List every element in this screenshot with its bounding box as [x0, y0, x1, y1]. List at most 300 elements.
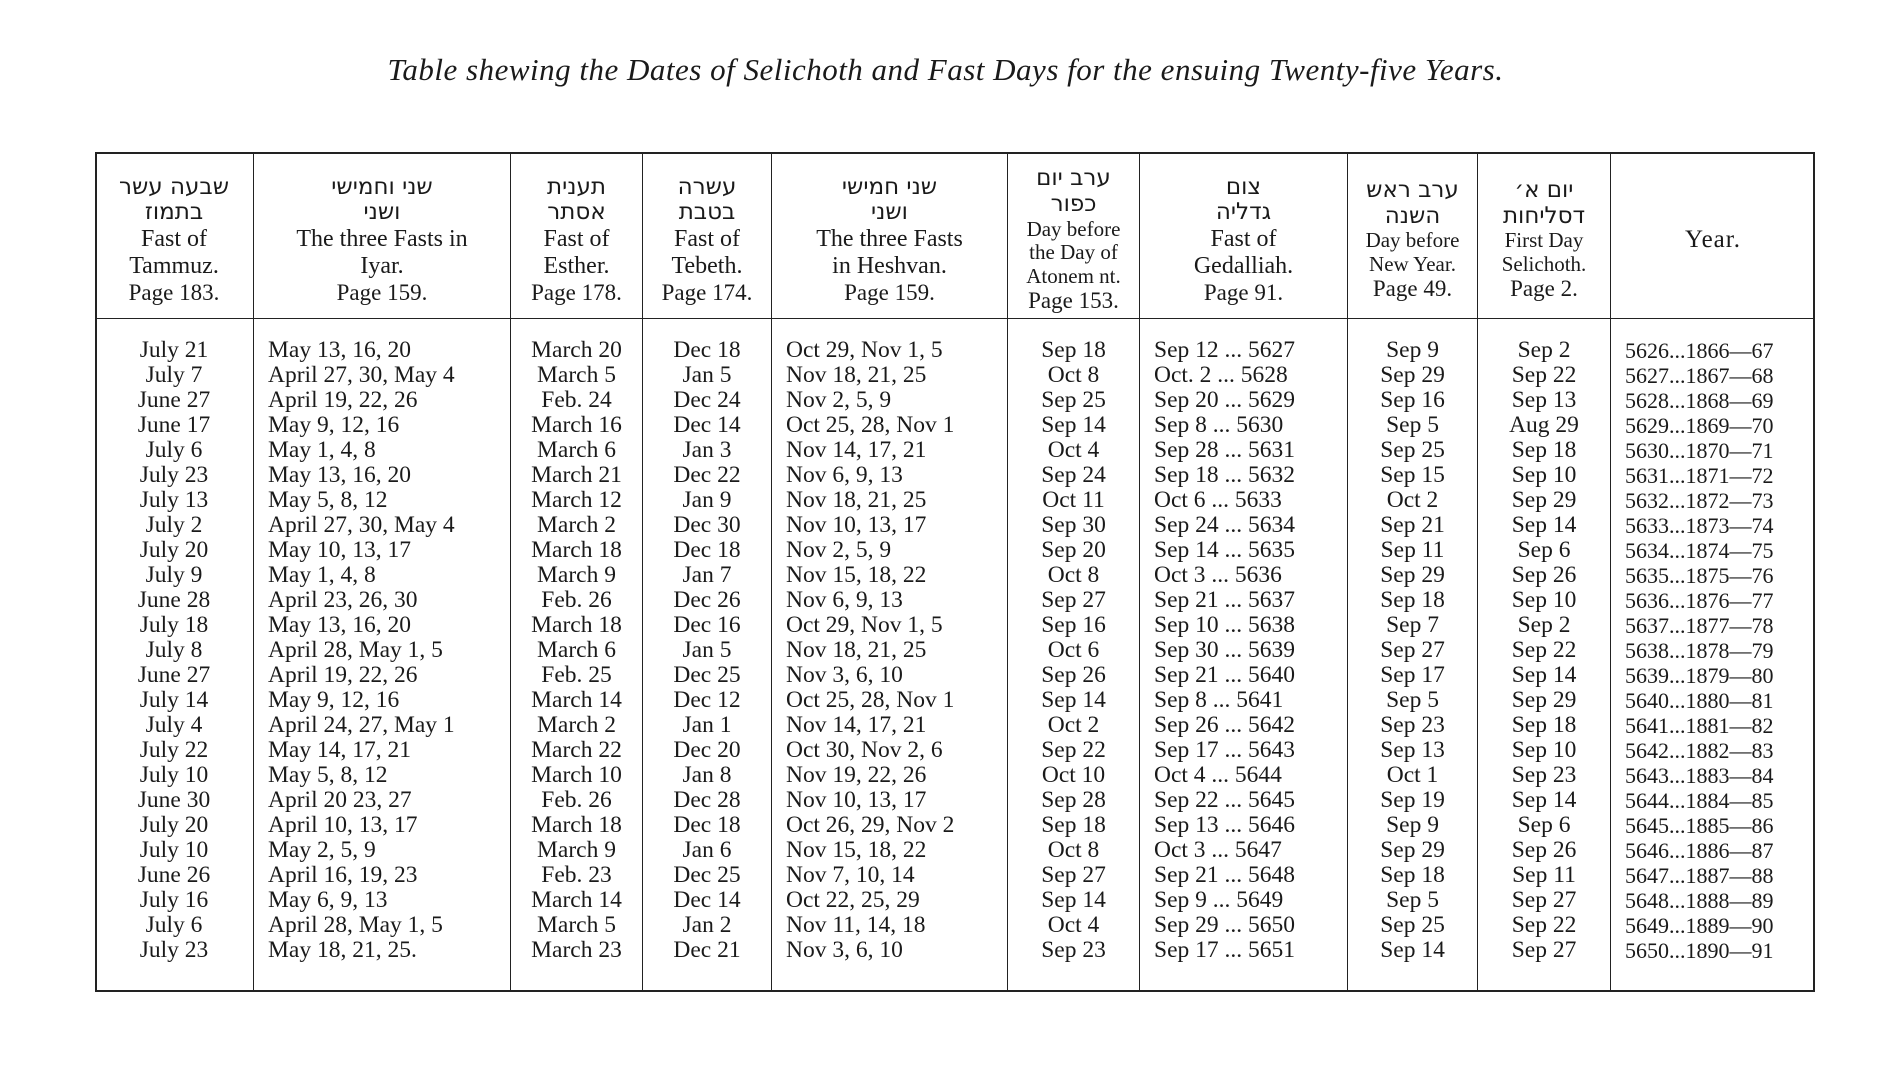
table-cell: Sep 24 — [1041, 462, 1106, 488]
english-heading: First Day — [1504, 228, 1584, 253]
table-cell: March 23 — [531, 937, 622, 963]
table-cell: Sep 6 — [1517, 812, 1571, 838]
table-cell: Feb. 24 — [541, 387, 612, 413]
table-cell: May 10, 13, 17 — [268, 537, 411, 563]
table-cell: Oct 4 — [1047, 437, 1100, 463]
hebrew-heading: אסתר — [547, 199, 606, 226]
table-cell: Oct 8 — [1047, 837, 1100, 863]
table-cell: Oct 29, Nov 1, 5 — [786, 612, 943, 638]
table-cell: Sep 24 ... 5634 — [1154, 512, 1295, 538]
table-cell: Oct 26, 29, Nov 2 — [786, 812, 955, 838]
table-cell: Sep 14 — [1041, 412, 1106, 438]
table-cell: Sep 30 — [1041, 512, 1106, 538]
table-cell: Oct. 2 ... 5628 — [1154, 362, 1288, 388]
column-esther — [510, 152, 642, 992]
table-cell: Sep 10 — [1511, 737, 1577, 763]
table-cell: Sep 21 ... 5637 — [1154, 587, 1295, 613]
table-cell: July 6 — [145, 437, 203, 463]
table-cell: Dec 14 — [673, 887, 741, 913]
table-cell: Dec 22 — [673, 462, 741, 488]
table-cell: Sep 19 — [1380, 787, 1445, 813]
table-cell: 5647...1887—88 — [1625, 863, 1774, 888]
table-cell: Dec 26 — [673, 587, 741, 613]
table-cell: Sep 2 — [1517, 337, 1571, 363]
table-cell: Sep 29 — [1380, 562, 1445, 588]
table-cell: Sep 22 — [1511, 912, 1577, 938]
table-cell: Sep 13 — [1511, 387, 1577, 413]
column-values — [643, 338, 771, 963]
table-cell: 5642...1882—83 — [1625, 738, 1774, 763]
page-reference: Page 159. — [844, 279, 935, 305]
column-header — [1611, 162, 1815, 318]
table-cell: April 27, 30, May 4 — [268, 362, 455, 388]
table-cell: Sep 11 — [1380, 537, 1445, 563]
table-cell: Sep 9 ... 5649 — [1154, 887, 1284, 913]
column-header — [1348, 162, 1477, 318]
table-cell: Dec 18 — [673, 337, 741, 363]
table-cell: Oct 10 — [1041, 762, 1106, 788]
hebrew-heading: דסליחות — [1502, 202, 1586, 229]
year-heading: Year. — [1685, 226, 1741, 253]
table-cell: Sep 10 — [1511, 587, 1577, 613]
table-cell: May 9, 12, 16 — [268, 412, 400, 438]
table-cell: June 26 — [137, 862, 211, 888]
table-cell: Feb. 26 — [541, 587, 612, 613]
table-cell: May 13, 16, 20 — [268, 612, 411, 638]
column-erev-rosh-hashanah — [1347, 152, 1477, 992]
table-cell: Sep 2 — [1517, 612, 1571, 638]
table-cell: July 6 — [145, 912, 203, 938]
column-header — [511, 162, 642, 318]
table-cell: June 27 — [137, 387, 211, 413]
table-cell: Sep 17 ... 5643 — [1154, 737, 1295, 763]
column-values — [254, 338, 510, 963]
table-cell: 5638...1878—79 — [1625, 638, 1774, 663]
table-cell: Nov 15, 18, 22 — [786, 562, 927, 588]
table-cell: Sep 6 — [1517, 537, 1571, 563]
table-cell: March 5 — [537, 362, 616, 388]
hebrew-heading: ושני — [363, 199, 401, 226]
table-cell: Sep 26 — [1041, 662, 1106, 688]
table-cell: May 5, 8, 12 — [268, 487, 388, 513]
hebrew-heading: השנה — [1384, 202, 1441, 229]
table-cell: 5634...1874—75 — [1625, 538, 1774, 563]
table-cell: Sep 28 — [1041, 787, 1106, 813]
table-cell: July 10 — [139, 762, 209, 788]
table-cell: Jan 2 — [682, 912, 732, 938]
table-cell: May 13, 16, 20 — [268, 462, 411, 488]
table-cell: March 18 — [531, 612, 622, 638]
table-cell: March 2 — [537, 512, 616, 538]
english-heading: Fast of — [1210, 226, 1277, 252]
table-cell: Sep 23 — [1380, 712, 1445, 738]
table-cell: Sep 13 — [1380, 737, 1445, 763]
table-cell: Dec 18 — [673, 537, 741, 563]
table-cell: Oct 25, 28, Nov 1 — [786, 412, 955, 438]
hebrew-heading: שבעה עשר — [118, 173, 229, 200]
table-cell: Sep 16 — [1041, 612, 1106, 638]
column-header — [643, 162, 771, 318]
table-cell: May 6, 9, 13 — [268, 887, 388, 913]
hebrew-heading: עשרה — [677, 173, 737, 200]
table-cell: June 27 — [137, 662, 211, 688]
table-cell: May 13, 16, 20 — [268, 337, 411, 363]
table-cell: Sep 17 — [1380, 662, 1445, 688]
table-cell: April 10, 13, 17 — [268, 812, 418, 838]
table-cell: 5644...1884—85 — [1625, 788, 1774, 813]
table-cell: Nov 18, 21, 25 — [786, 487, 927, 513]
table-cell: March 20 — [531, 337, 622, 363]
english-heading: Fast of — [543, 226, 610, 252]
table-cell: Nov 11, 14, 18 — [786, 912, 926, 938]
table-cell: Jan 9 — [682, 487, 732, 513]
table-cell: Sep 23 — [1041, 937, 1106, 963]
table-cell: May 2, 5, 9 — [268, 837, 376, 863]
table-cell: Oct 8 — [1047, 362, 1100, 388]
table-cell: May 9, 12, 16 — [268, 687, 400, 713]
column-header — [772, 162, 1007, 318]
table-cell: March 6 — [537, 637, 616, 663]
column-gedalliah — [1139, 152, 1347, 992]
table-cell: Sep 18 ... 5632 — [1154, 462, 1295, 488]
table-cell: Nov 7, 10, 14 — [786, 862, 915, 888]
english-heading: Fast of — [141, 226, 207, 252]
page-reference: Page 159. — [336, 279, 428, 305]
table-cell: Dec 25 — [673, 862, 741, 888]
table-cell: Nov 2, 5, 9 — [786, 387, 892, 413]
table-cell: Dec 25 — [673, 662, 741, 688]
table-cell: July 20 — [139, 537, 209, 563]
table-cell: April 27, 30, May 4 — [268, 512, 455, 538]
table-cell: 5648...1888—89 — [1625, 888, 1774, 913]
hebrew-heading: גדליה — [1215, 199, 1272, 226]
table-cell: Nov 3, 6, 10 — [786, 662, 903, 688]
table-cell: March 18 — [531, 812, 622, 838]
table-cell: Nov 6, 9, 13 — [786, 462, 903, 488]
table-cell: Sep 10 ... 5638 — [1154, 612, 1295, 638]
english-heading: the Day of — [1029, 240, 1118, 265]
english-heading: Selichoth. — [1501, 251, 1587, 276]
table-cell: Sep 18 — [1511, 437, 1577, 463]
english-heading: The three Fasts in — [296, 226, 468, 252]
table-cell: Sep 25 — [1380, 912, 1445, 938]
table-cell: Sep 21 — [1380, 512, 1445, 538]
table-cell: Sep 16 — [1380, 387, 1445, 413]
table-cell: Sep 23 — [1511, 762, 1577, 788]
table-cell: July 10 — [139, 837, 209, 863]
table-cell: April 24, 27, May 1 — [268, 712, 455, 738]
column-values — [95, 338, 253, 963]
page-reference: Page 178. — [531, 279, 622, 305]
column-year — [1610, 152, 1815, 992]
table-cell: Sep 28 ... 5631 — [1154, 437, 1295, 463]
table-cell: 5626...1866—67 — [1625, 338, 1774, 363]
table-cell: July 20 — [139, 812, 209, 838]
table-cell: Dec 16 — [673, 612, 741, 638]
table-cell: Jan 5 — [682, 637, 732, 663]
table-cell: March 5 — [537, 912, 616, 938]
table-cell: 5646...1886—87 — [1625, 838, 1774, 863]
table-cell: Dec 21 — [673, 937, 741, 963]
hebrew-heading: שני וחמישי — [331, 173, 433, 200]
table-cell: 5640...1880—81 — [1625, 688, 1774, 713]
table-cell: 5630...1870—71 — [1625, 438, 1774, 463]
table-cell: Feb. 23 — [541, 862, 612, 888]
table-cell: Sep 9 — [1386, 337, 1439, 363]
table-cell: May 1, 4, 8 — [268, 437, 376, 463]
english-heading: New Year. — [1369, 251, 1456, 276]
table-cell: July 23 — [139, 462, 209, 488]
table-cell: July 9 — [145, 562, 203, 588]
hebrew-heading: תענית — [547, 173, 606, 200]
table-cell: Sep 18 — [1380, 862, 1445, 888]
column-values — [1611, 338, 1815, 963]
table-cell: Sep 10 — [1511, 462, 1577, 488]
table-cell: Sep 18 — [1041, 337, 1106, 363]
table-cell: Nov 19, 22, 26 — [786, 762, 927, 788]
hebrew-heading: בתמוז — [144, 199, 204, 226]
table-cell: Nov 15, 18, 22 — [786, 837, 927, 863]
column-erev-yom-kippur — [1007, 152, 1139, 992]
table-cell: Dec 28 — [673, 787, 741, 813]
table-cell: Oct 6 — [1047, 637, 1100, 663]
page-reference: Page 153. — [1028, 288, 1119, 314]
table-cell: March 9 — [537, 562, 616, 588]
table-cell: Sep 27 — [1511, 937, 1577, 963]
table-cell: April 20 23, 27 — [268, 787, 412, 813]
table-cell: Oct 4 ... 5644 — [1154, 762, 1282, 788]
column-header — [1008, 162, 1139, 318]
page-reference: Page 2. — [1510, 276, 1578, 302]
table-cell: Sep 5 — [1386, 412, 1439, 438]
column-heshvan — [771, 152, 1007, 992]
english-heading: Tammuz. — [129, 252, 219, 279]
table-cell: 5637...1877—78 — [1625, 613, 1774, 638]
table-cell: Sep 8 ... 5641 — [1154, 687, 1284, 713]
table-cell: Sep 27 — [1041, 862, 1106, 888]
table-cell: 5631...1871—72 — [1625, 463, 1774, 488]
table-cell: Nov 10, 13, 17 — [786, 512, 927, 538]
table-cell: Sep 21 ... 5640 — [1154, 662, 1295, 688]
table-cell: July 8 — [145, 637, 203, 663]
table-cell: Oct 3 ... 5647 — [1154, 837, 1282, 863]
table-cell: April 19, 22, 26 — [268, 387, 418, 413]
column-header — [1140, 162, 1347, 318]
table-cell: Nov 3, 6, 10 — [786, 937, 903, 963]
page-reference: Page 174. — [661, 279, 753, 305]
table-cell: Jan 6 — [682, 837, 732, 863]
page-reference: Page 49. — [1372, 276, 1453, 302]
table-cell: 5641...1881—82 — [1625, 713, 1774, 738]
english-heading: in Heshvan. — [832, 252, 947, 279]
table-cell: Sep 5 — [1386, 687, 1439, 713]
table-cell: June 17 — [137, 412, 211, 438]
table-cell: Nov 14, 17, 21 — [786, 712, 927, 738]
hebrew-heading: שני חמישי — [841, 173, 938, 200]
table-cell: March 14 — [531, 687, 622, 713]
table-cell: Sep 26 — [1511, 562, 1577, 588]
table-cell: Sep 22 — [1511, 362, 1577, 388]
table-cell: March 6 — [537, 437, 616, 463]
table-cell: 5628...1868—69 — [1625, 388, 1774, 413]
table-cell: Sep 29 — [1511, 687, 1577, 713]
table-cell: Dec 20 — [673, 737, 741, 763]
table-cell: Sep 15 — [1380, 462, 1445, 488]
column-values — [1478, 338, 1610, 963]
table-cell: Oct 29, Nov 1, 5 — [786, 337, 943, 363]
table-cell: Dec 14 — [673, 412, 741, 438]
page-reference: Page 91. — [1203, 279, 1284, 305]
table-cell: 5650...1890—91 — [1625, 938, 1774, 963]
table-cell: Dec 12 — [673, 687, 741, 713]
table-cell: July 23 — [139, 937, 209, 963]
table-cell: Sep 14 ... 5635 — [1154, 537, 1295, 563]
table-cell: Sep 27 — [1511, 887, 1577, 913]
table-cell: Jan 3 — [682, 437, 732, 463]
table-cell: Nov 10, 13, 17 — [786, 787, 927, 813]
table-cell: May 5, 8, 12 — [268, 762, 388, 788]
table-cell: Sep 26 ... 5642 — [1154, 712, 1295, 738]
table-cell: March 14 — [531, 887, 622, 913]
table-cell: Sep 12 ... 5627 — [1154, 337, 1295, 363]
table-cell: Oct 6 ... 5633 — [1154, 487, 1282, 513]
table-cell: April 28, May 1, 5 — [268, 912, 443, 938]
table-cell: Sep 29 — [1380, 362, 1445, 388]
english-heading: Day before — [1026, 216, 1121, 241]
table-cell: 5633...1873—74 — [1625, 513, 1774, 538]
table-cell: April 16, 19, 23 — [268, 862, 418, 888]
table-cell: Sep 9 — [1386, 812, 1439, 838]
column-values — [1008, 338, 1139, 963]
column-header — [1478, 162, 1610, 318]
table-cell: April 19, 22, 26 — [268, 662, 418, 688]
table-cell: Oct 8 — [1047, 562, 1100, 588]
table-cell: Sep 29 — [1380, 837, 1445, 863]
table-cell: July 21 — [139, 337, 209, 363]
table-cell: June 30 — [137, 787, 211, 813]
page-reference: Page 183. — [128, 279, 220, 305]
column-values — [772, 338, 1007, 963]
column-iyar — [253, 152, 510, 992]
table-cell: Sep 22 — [1041, 737, 1106, 763]
table-cell: Sep 18 — [1041, 812, 1106, 838]
table-cell: July 22 — [139, 737, 209, 763]
table-cell: Sep 20 ... 5629 — [1154, 387, 1295, 413]
hebrew-heading: כפור — [1050, 190, 1097, 217]
table-cell: Oct 2 — [1047, 712, 1100, 738]
table-cell: March 10 — [531, 762, 622, 788]
table-cell: 5643...1883—84 — [1625, 763, 1774, 788]
hebrew-heading: יום א׳ — [1514, 176, 1574, 203]
table-cell: Sep 5 — [1386, 887, 1439, 913]
english-heading: Gedalliah. — [1193, 252, 1294, 279]
table-cell: Sep 8 ... 5630 — [1154, 412, 1284, 438]
table-cell: July 13 — [139, 487, 209, 513]
table-title: Table shewing the Dates of Selichoth and Fast Days for the ensuing Twenty-five Years. — [387, 52, 1504, 87]
table-cell: Sep 25 — [1041, 387, 1106, 413]
table-cell: Sep 29 ... 5650 — [1154, 912, 1295, 938]
english-heading: Esther. — [543, 252, 610, 279]
column-header — [254, 162, 510, 318]
english-heading: Day before — [1365, 228, 1460, 253]
table-cell: Dec 24 — [673, 387, 741, 413]
table-cell: April 23, 26, 30 — [268, 587, 418, 613]
table-cell: Sep 30 ... 5639 — [1154, 637, 1295, 663]
table-cell: 5629...1869—70 — [1625, 413, 1774, 438]
table-cell: April 28, May 1, 5 — [268, 637, 443, 663]
english-heading: Fast of — [674, 226, 740, 252]
table-cell: Sep 7 — [1386, 612, 1439, 638]
table-cell: Oct 30, Nov 2, 6 — [786, 737, 943, 763]
table-cell: Oct 22, 25, 29 — [786, 887, 920, 913]
table-cell: Jan 1 — [682, 712, 732, 738]
table-cell: 5645...1885—86 — [1625, 813, 1774, 838]
table-cell: Oct 2 — [1386, 487, 1439, 513]
table-cell: March 18 — [531, 537, 622, 563]
table-cell: July 18 — [139, 612, 209, 638]
hebrew-heading: ושני — [871, 199, 908, 226]
hebrew-heading: צום — [1225, 173, 1262, 200]
table-cell: Feb. 26 — [541, 787, 612, 813]
table-cell: Sep 26 — [1511, 837, 1577, 863]
table-cell: 5636...1876—77 — [1625, 588, 1774, 613]
table-cell: March 12 — [531, 487, 622, 513]
table-cell: 5649...1889—90 — [1625, 913, 1774, 938]
table-cell: Sep 27 — [1041, 587, 1106, 613]
column-values — [1348, 338, 1477, 963]
table-cell: 5639...1879—80 — [1625, 663, 1774, 688]
table-cell: Oct 25, 28, Nov 1 — [786, 687, 955, 713]
table-cell: Nov 18, 21, 25 — [786, 637, 927, 663]
table-cell: Sep 18 — [1380, 587, 1445, 613]
table-cell: Sep 11 — [1512, 862, 1576, 888]
table-cell: 5627...1867—68 — [1625, 363, 1774, 388]
hebrew-heading: ערב ראש — [1366, 176, 1459, 203]
english-heading: Atonem nt. — [1026, 263, 1121, 288]
table-cell: Sep 29 — [1511, 487, 1577, 513]
table-cell: March 2 — [537, 712, 616, 738]
table-cell: July 14 — [139, 687, 209, 713]
column-tebeth — [642, 152, 771, 992]
table-cell: Nov 14, 17, 21 — [786, 437, 927, 463]
table-cell: Dec 30 — [673, 512, 741, 538]
table-cell: Sep 14 — [1380, 937, 1445, 963]
table-cell: Jan 8 — [682, 762, 732, 788]
hebrew-heading: ערב יום — [1036, 165, 1111, 192]
table-cell: May 14, 17, 21 — [268, 737, 411, 763]
table-cell: Sep 25 — [1380, 437, 1445, 463]
table-cell: Oct 4 — [1047, 912, 1100, 938]
table-cell: March 9 — [537, 837, 616, 863]
column-header — [95, 162, 253, 318]
table-cell: Nov 18, 21, 25 — [786, 362, 927, 388]
table-cell: Sep 18 — [1511, 712, 1577, 738]
table-cell: Sep 13 ... 5646 — [1154, 812, 1295, 838]
table-cell: Sep 21 ... 5648 — [1154, 862, 1295, 888]
table-cell: 5632...1872—73 — [1625, 488, 1774, 513]
table-cell: July 16 — [139, 887, 209, 913]
table-cell: Sep 22 — [1511, 637, 1577, 663]
english-heading: Tebeth. — [671, 252, 743, 279]
column-values — [511, 338, 642, 963]
table-cell: Nov 2, 5, 9 — [786, 537, 892, 563]
table-cell: Oct 11 — [1042, 487, 1105, 513]
hebrew-heading: בטבת — [678, 199, 736, 226]
english-heading: Iyar. — [360, 252, 404, 279]
table-cell: Sep 17 ... 5651 — [1154, 937, 1295, 963]
table-cell: Sep 14 — [1511, 787, 1577, 813]
table-cell: March 21 — [531, 462, 622, 488]
